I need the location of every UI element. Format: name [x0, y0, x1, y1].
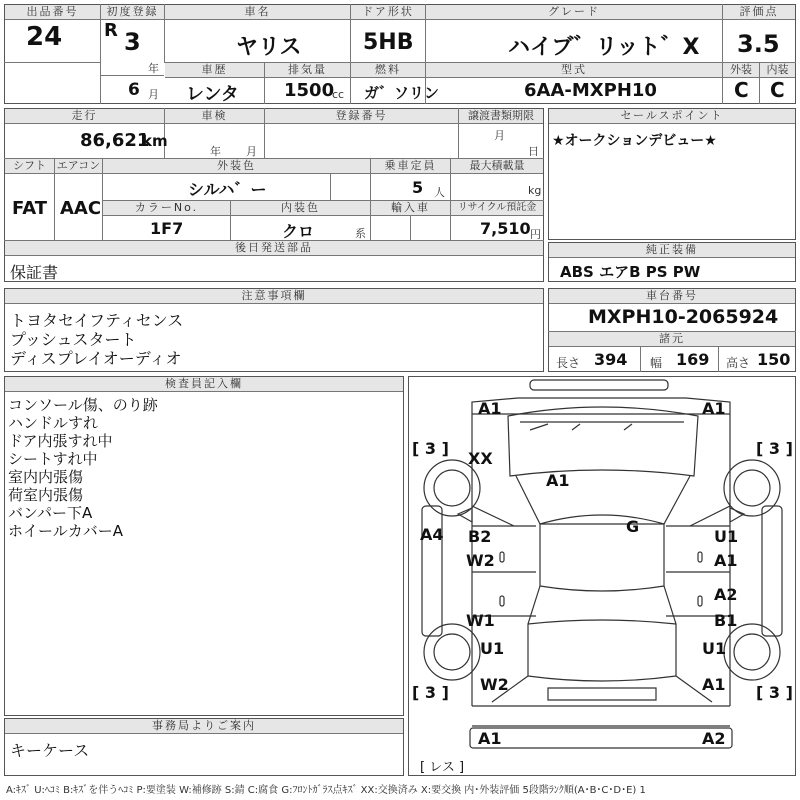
lot-no-label: 出品番号 — [5, 5, 100, 20]
shift: FAT — [12, 198, 48, 219]
mark-rear-right: A2 — [702, 729, 726, 748]
color-no-label: カラーNo. — [103, 201, 230, 216]
ext-color: シルハ゛ー — [188, 180, 267, 199]
int-color-unit: 系 — [355, 227, 366, 240]
height-label: 高さ — [726, 356, 751, 370]
mark-right-b1: B1 — [714, 611, 738, 630]
history-label: 車歴 — [165, 63, 264, 78]
inspector-line: ドア内張すれ中 — [8, 432, 113, 450]
max-load-label: 最大積載量 — [451, 159, 543, 174]
inspector-line: 荷室内張傷 — [8, 486, 84, 504]
grade: ハイブ゛リット゛X — [508, 35, 700, 60]
notes-line: トヨタセイフティセンス — [10, 311, 184, 330]
score-label: 評価点 — [723, 5, 795, 20]
import-label: 輸入車 — [371, 201, 450, 216]
inspector-line: バンパー下A — [8, 504, 93, 522]
score: 3.5 — [737, 30, 780, 58]
max-load-unit: kg — [528, 184, 542, 197]
recycle-unit: 円 — [530, 228, 541, 241]
length-label: 長さ — [556, 356, 581, 370]
legend: A:ｷｽﾞ U:ﾍｺﾐ B:ｷｽﾞを伴うﾍｺﾐ P:要塗装 W:補修跡 S:錆 C:腐食 G:ﾌﾛﾝﾄｶﾞﾗｽ点ｷｽﾞ XX:交換済み X:要交換 内･外装評価 5段階ﾗﾝｸ順(A･B･C･D･E) 1 — [6, 785, 646, 796]
mark-left-w2b: W2 — [480, 675, 509, 694]
exterior-label: 外装 — [723, 63, 759, 78]
int-color: クロ — [282, 222, 315, 241]
mark-rear-left: A1 — [478, 729, 502, 748]
mark-right-u1b: U1 — [702, 639, 727, 658]
inspection-year-unit: 年 — [210, 145, 221, 158]
shift-label: シフト — [5, 159, 54, 174]
tire-front-right — [724, 460, 780, 516]
ac-label: エアコン — [56, 159, 101, 172]
fuel-label: 燃料 — [351, 63, 425, 78]
later-parts: 保証書 — [10, 263, 59, 282]
notes-line: プッシュスタート — [10, 330, 137, 349]
inspection-label: 車検 — [165, 109, 264, 124]
height-value: 150 — [757, 350, 791, 369]
transfer-label: 譲渡書類期限 — [459, 109, 543, 124]
mark-front-left: A1 — [478, 399, 502, 418]
tire-rear-right-label: [ 3 ] — [756, 683, 793, 702]
displacement-label: 排気量 — [265, 63, 350, 78]
door-label: ドア形状 — [351, 5, 425, 20]
car-diagram — [408, 376, 796, 776]
office-text: キーケース — [10, 741, 90, 760]
car-name-label: 車名 — [165, 5, 350, 20]
exterior-grade: C — [734, 78, 749, 102]
mark-left-u1: U1 — [480, 639, 505, 658]
first-reg-label: 初度登録 — [101, 5, 164, 20]
mark-hood: A1 — [546, 471, 570, 490]
inspector-label: 検査員記入欄 — [5, 377, 403, 392]
rest-mark: [ レス ] — [420, 760, 465, 775]
mark-front-right: A1 — [702, 399, 726, 418]
car-name: ヤリス — [236, 35, 302, 60]
mark-left-w2: W2 — [466, 551, 495, 570]
ext-color-label: 外装色 — [103, 159, 370, 174]
inspector-line: 室内内張傷 — [8, 468, 84, 486]
transfer-month-unit: 月 — [494, 129, 505, 142]
sales-point-text: ★オークションデビュー★ — [552, 133, 717, 149]
inspection-month-unit: 月 — [246, 145, 257, 158]
lot-no: 24 — [26, 22, 63, 52]
mileage-label: 走行 — [5, 109, 164, 124]
color-no: 1F7 — [150, 219, 184, 238]
era: R — [104, 20, 118, 41]
mark-left-b2: B2 — [468, 527, 492, 546]
equipment-text: ABS エアB PS PW — [560, 263, 701, 281]
interior-label: 内装 — [760, 63, 795, 78]
tire-front-left-label: [ 3 ] — [412, 439, 449, 458]
mark-right-a1b: A1 — [702, 675, 726, 694]
capacity: 5 — [412, 178, 424, 197]
fuel: ガ゛ソリン — [364, 84, 440, 102]
tire-rear-right — [724, 624, 780, 680]
ac: AAC — [60, 198, 102, 219]
mark-right-a2: A2 — [714, 585, 738, 604]
mileage-unit: km — [142, 132, 168, 150]
inspector-line: シートすれ中 — [8, 450, 98, 468]
int-color-label: 内装色 — [231, 201, 370, 216]
tires — [424, 460, 780, 680]
inspector-line: ハンドルすれ — [8, 414, 99, 432]
capacity-unit: 人 — [434, 186, 445, 199]
month: 6 — [128, 80, 140, 100]
length-value: 394 — [594, 350, 628, 369]
width-label: 幅 — [650, 356, 663, 370]
width-value: 169 — [676, 350, 710, 369]
grade-label: グレード — [426, 5, 722, 20]
model-code: 6AA-MXPH10 — [524, 80, 657, 101]
transfer-day-unit: 日 — [528, 145, 539, 158]
later-parts-label: 後日発送部品 — [5, 241, 543, 256]
mark-right-u1: U1 — [714, 527, 739, 546]
notes-line: ディスプレイオーディオ — [10, 349, 182, 368]
year-unit: 年 — [148, 62, 159, 75]
inspector-line: コンソール傷、のり跡 — [8, 396, 158, 414]
tire-front-right-label: [ 3 ] — [756, 439, 793, 458]
mark-right-a1: A1 — [714, 551, 738, 570]
chassis-label: 車台番号 — [549, 289, 795, 304]
sales-point-block — [548, 108, 796, 240]
dims-label: 諸元 — [549, 332, 795, 347]
interior-grade: C — [770, 78, 785, 102]
sales-point-label: セールスポイント — [549, 109, 795, 124]
recycle-label: リサイクル預託金 — [451, 201, 543, 216]
year: 3 — [124, 28, 141, 56]
capacity-label: 乗車定員 — [371, 159, 450, 174]
mileage: 86,621 — [80, 130, 150, 151]
chassis-number: MXPH10-2065924 — [588, 306, 779, 328]
history: レンタ — [186, 84, 239, 105]
model-code-label: 型式 — [426, 63, 722, 78]
equipment-label: 純正装備 — [549, 243, 795, 258]
inspector-line: ホイールカバーA — [8, 522, 123, 540]
tire-rear-left-label: [ 3 ] — [412, 683, 449, 702]
mark-xx: XX — [468, 449, 493, 468]
recycle: 7,510 — [480, 219, 531, 238]
displacement-unit: cc — [332, 88, 345, 101]
office-label: 事務局よりご案内 — [5, 719, 403, 734]
mark-roof: G — [626, 517, 640, 536]
notes-label: 注意事項欄 — [5, 289, 543, 304]
mark-left-w1: W1 — [466, 611, 495, 630]
reg-no-label: 登録番号 — [265, 109, 458, 124]
displacement: 1500 — [284, 80, 335, 101]
mark-left-side: A4 — [420, 525, 444, 544]
month-unit: 月 — [148, 88, 159, 101]
door: 5HB — [363, 30, 414, 55]
